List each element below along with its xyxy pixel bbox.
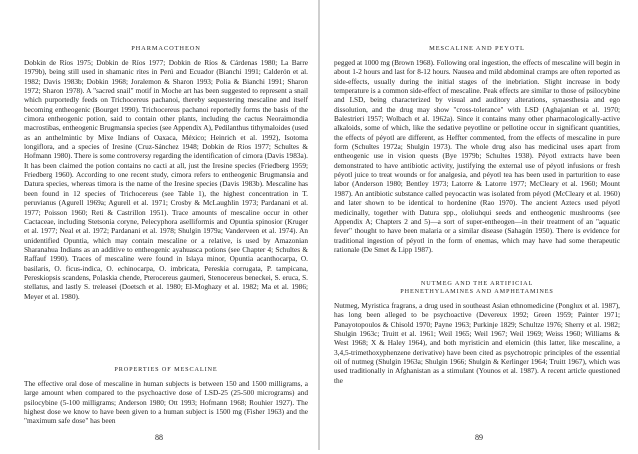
body-paragraph: pegged at 1000 mg (Brown 1968). Following oral ingestion, the effects of mescaline will begin in about 1-2 hours and last for 8-12 hours. Nausea and mild abdominal cramps are often reported as side-effects, usually during the initial stages of the inebriation. Slight increase in body temperature is a common side-effect of mescaline. Peak effects are similar to those of psilocybine and LSD, being characterized by visual and auditory alterations, synaesthesia and ego dissolution, and the drug may show "cross-tolerance" with LSD (Aghajanian et al. 1970; Balestrieri 1957; Wolbach et al. 1962a). Since it contains many other pharmacologically-active alkaloids, some of which, like the sedative peyotline or pellotine occur in significant quantities, the effects of péyotl are different, as Heffter commented, from the effects of mescaline in pure form (Schultes 1972a; Shulgin 1973). The whole drug also has medicinal uses apart from entheogenic use in vision quests (Bye 1979b; Schultes 1938). Péyotl extracts have been demonstrated to have antibiotic activity, justifying the external use of péyotl infusions or fresh péyotl juice to treat wounds or for analgesia, and péyotl tea has been used in parturition to ease labor (Anderson 1980; Bentley 1973; Latorre & Latorre 1977; McCleary et al. 1960; Mount 1987). An antibiotic substance called peyocactin was isolated from péyotl (McCleary et al. 1960) and later shown to be identical to hordenine (Rao 1970). The ancient Aztecs used péyotl medicinally, together with Datura spp., ololiuhqui seeds and entheogenic mushrooms (see Appendix A; Chapters 2 and 5)—a sort of super-entheogen—in their treatment of an "aquatic fever" thought to have been malaria or a similar disease (Sahagún 1950). There is evidence for traditional ingestion of péyotl in the form of enemas, which may have had some therapeutic rationale (De Smet & Lipp 1987). (334, 58, 620, 254)
section-heading: PROPERTIES OF MESCALINE (114, 366, 218, 373)
right-page (320, 0, 638, 450)
running-head: PHARMACOTHEON (131, 45, 201, 52)
running-head: MESCALINE AND PEYOTL (429, 45, 525, 52)
page-number: 89 (475, 433, 483, 442)
section-heading-line: PHENETHYLAMINES AND AMPHETAMINES (400, 288, 554, 295)
page-number: 88 (155, 433, 163, 442)
body-paragraph: Nutmeg, Myristica fragrans, a drug used in southeast Asian ethnomedicine (Ponglux et al. 1987), has long been alleged to be psychoactive (Devereux 1992; Green 1959; Painter 1971; Panayotopoulos & Chisold 1970; Payne 1963; Purkinje 1829; Schultze 1976; Sherry et al. 1982; Shulgin 1963c; Truitt et al. 1961; Weil 1965; Weil 1967; Weil 1969; Weiss 1960; Williams & West 1968; X & Haley 1964), and both myristicin and elemicin (this latter, like mescaline, a 3,4,5-trimethoxyphenzene derivative) have been cited as psychotropic principles of the essential oil of nutmeg (Shulgin 1963a; Shulgin 1966; Shulgin & Kerlinger 1964; Truitt 1967), which was used traditionally in Afghanistan as a stimulant (Younos et al. 1987). A recent article questioned the (334, 301, 620, 385)
section-heading (334, 280, 620, 296)
body-paragraph: The effective oral dose of mescaline in human subjects is between 150 and 1500 milligrams, a large amount when compared to the psychoactive dose of LSD-25 (25-500 micrograms) and psilocybine (5-100 milligrams; Anderson 1980; Ott 1993; Hofmann 1968; Rouhier 1927). The highest dose we know to have been given to a human subject is 1500 mg (Fisher 1963) and the "maximum safe dose" has been (24, 379, 308, 426)
section-heading-line: NUTMEG AND THE ARTIFICIAL (420, 280, 534, 287)
left-page (0, 0, 318, 450)
body-paragraph: Dobkin de Ríos 1975; Dobkin de Ríos 1977; Dobkin de Ríos & Cárdenas 1980; La Barre 1979b), being still used in shamanic rites in Perú and Ecuador (Bianchi 1991; Calderón et al. 1982; Davis 1983b; Dobkin 1968; Joralemon & Sharon 1993; Polia & Bianchi 1991; Sharon 1972; Sharon 1978). A "sacred snail" motif in Moche art has been suggested to represent a snail which purportedly feeds on Trichocereus pachanoi, thereby sequestering mescaline and itself becoming entheogenic (Bourget 1990). Trichocereus pachanoi reportedly forms the basis of the cimora entheogenic potion, said to contain other plants, including the cactus Neoraimondia macrostibas, entheogenic Brugmansia species (see Appendix A), Pedilanthus tithymaloides (used as an anthelmintic by Mixe Indians of Oaxaca, México; Heinrich et al. 1992), Isotoma longiflora, and a species of Iresine (Cruz-Sánchez 1948; Dobkin de Ríos 1977; Schultes & Hofmann 1980). There is some controversy regarding the identification of cimora (Davis 1983a). It has been claimed the potion contains no cacti at all, just the Iresine species (Friedberg 1959; Friedberg 1960). According to one recent study, cimora refers to entheogenic Brugmansia and Datura species, whereas timora is the name of the Iresine species (Davis 1983b). Mescaline has been found in 12 species of Trichocereus (see Table 1), the highest concentration in T. peruvianus (Agurell 1969a; Agurell et al. 1971; Crosby & McLaughlin 1973; Pardanani et al. 1977; Poisson 1960; Reti & Castrillon 1951). Trace amounts of mescaline occur in other Cactaceae, including Stetsonia coryne, Pelecyphora aselliformis and Opuntia spinosior (Kruger et al. 1977; Neal et al. 1972; Pardanani et al. 1978; Shulgin 1979a; Vanderveen et al. 1974). An unidentified Opuntia, which may contain mescaline or a relative, is used by Amazonian Sharanahua Indians as an additive to entheogenic ayahuasca potions (see Chapter 4; Schultes & Raffauf 1990). Traces of mescaline were found in Islaya minor, Opuntia acanthocarpa, O. basilaris, O. ficus-indica, O. echinocarpa, O. imbricata, Pereskia corrugata, P. tampicana, Pereskiopsis scandens, Polaskia chende, Pterocereus gaumeri, Stenocereus beneckei, S. eruca, S. stellatus, and lastly S. treleasei (Doetsch et al. 1980; El-Moghazy et al. 1982; Ma et al. 1986; Meyer et al. 1980). (24, 58, 308, 301)
